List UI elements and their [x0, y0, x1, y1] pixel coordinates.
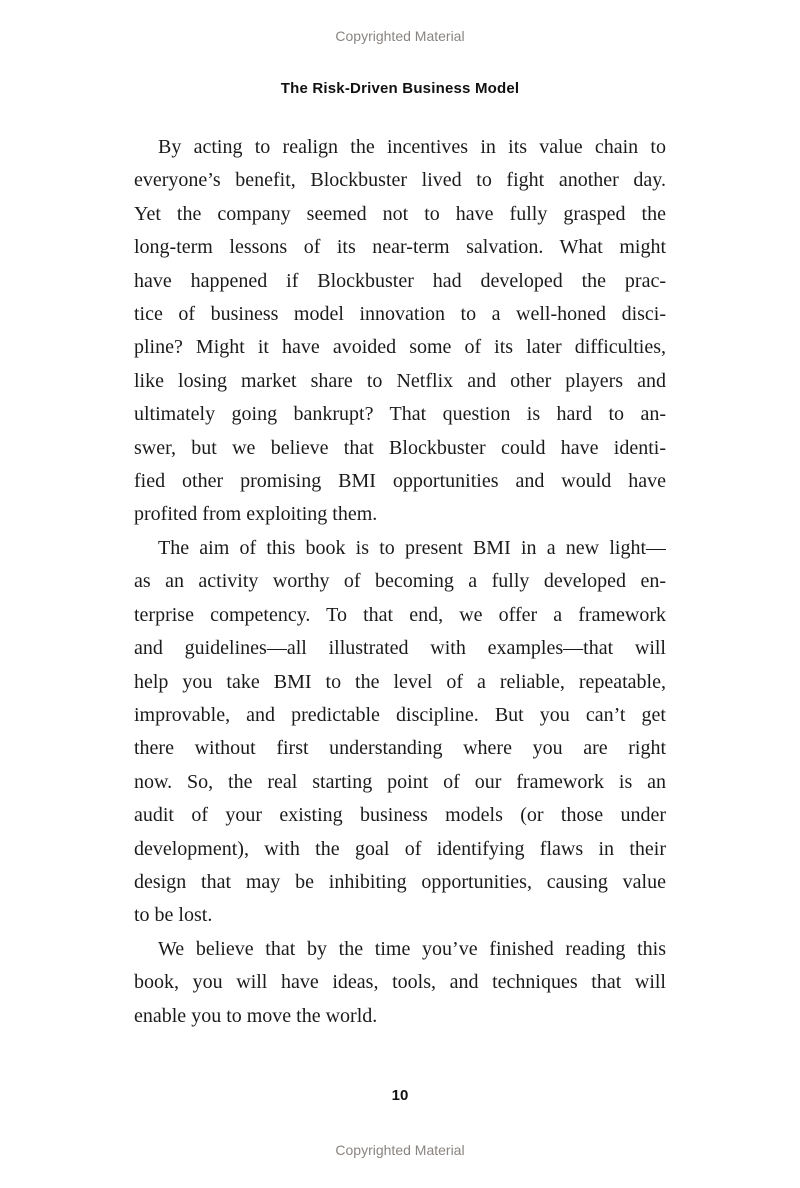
- text-line: and guidelines—all illustrated with examples—that will: [134, 637, 666, 660]
- text-line: audit of your existing business models (or those under: [134, 804, 666, 827]
- text-line: swer, but we believe that Blockbuster could have identi-: [134, 436, 666, 459]
- text-line: fied other promising BMI opportunities and would have: [134, 470, 666, 493]
- text-line: enable you to move the world.: [134, 1004, 378, 1027]
- text-line: like losing market share to Netflix and other players and: [134, 369, 666, 392]
- text-line: terprise competency. To that end, we offer a framework: [134, 603, 666, 626]
- text-line: improvable, and predictable discipline. But you can’t get: [134, 703, 666, 726]
- text-line: help you take BMI to the level of a reliable, repeatable,: [134, 670, 666, 693]
- page-number: 10: [391, 1086, 409, 1104]
- text-line: to be lost.: [134, 904, 213, 927]
- text-line: there without first understanding where you are right: [134, 737, 666, 760]
- paragraph: [134, 933, 666, 1033]
- text-line: pline? Might it have avoided some of its later difficulties,: [134, 336, 666, 359]
- text-line: profited from exploiting them.: [134, 503, 378, 526]
- text-line: By acting to realign the incentives in its value chain to: [158, 136, 666, 158]
- text-line: We believe that by the time you’ve finished reading this: [158, 937, 666, 960]
- text-line: have happened if Blockbuster had developed the prac-: [134, 269, 666, 292]
- text-line: The aim of this book is to present BMI in a new light—: [158, 536, 666, 559]
- copyright-notice-top: Copyrighted Material: [335, 28, 465, 44]
- paragraph: [134, 131, 666, 532]
- text-line: design that may be inhibiting opportunities, causing value: [134, 870, 666, 893]
- text-line: Yet the company seemed not to have fully grasped the: [134, 202, 666, 225]
- text-line: development), with the goal of identifying flaws in their: [134, 837, 666, 860]
- paragraph: [134, 532, 666, 933]
- text-line: as an activity worthy of becoming a fully developed en-: [134, 570, 666, 593]
- copyright-notice-bottom: Copyrighted Material: [335, 1141, 465, 1158]
- body-text: [134, 131, 666, 1033]
- text-line: ultimately going bankrupt? That question is hard to an-: [134, 403, 666, 426]
- text-line: everyone’s benefit, Blockbuster lived to fight another day.: [134, 169, 666, 192]
- text-line: now. So, the real starting point of our framework is an: [134, 770, 666, 793]
- text-line: long-term lessons of its near-term salvation. What might: [134, 236, 666, 259]
- text-line: book, you will have ideas, tools, and techniques that will: [134, 971, 666, 994]
- text-line: tice of business model innovation to a well-honed disci-: [134, 303, 666, 326]
- running-header: The Risk-Driven Business Model: [280, 80, 520, 97]
